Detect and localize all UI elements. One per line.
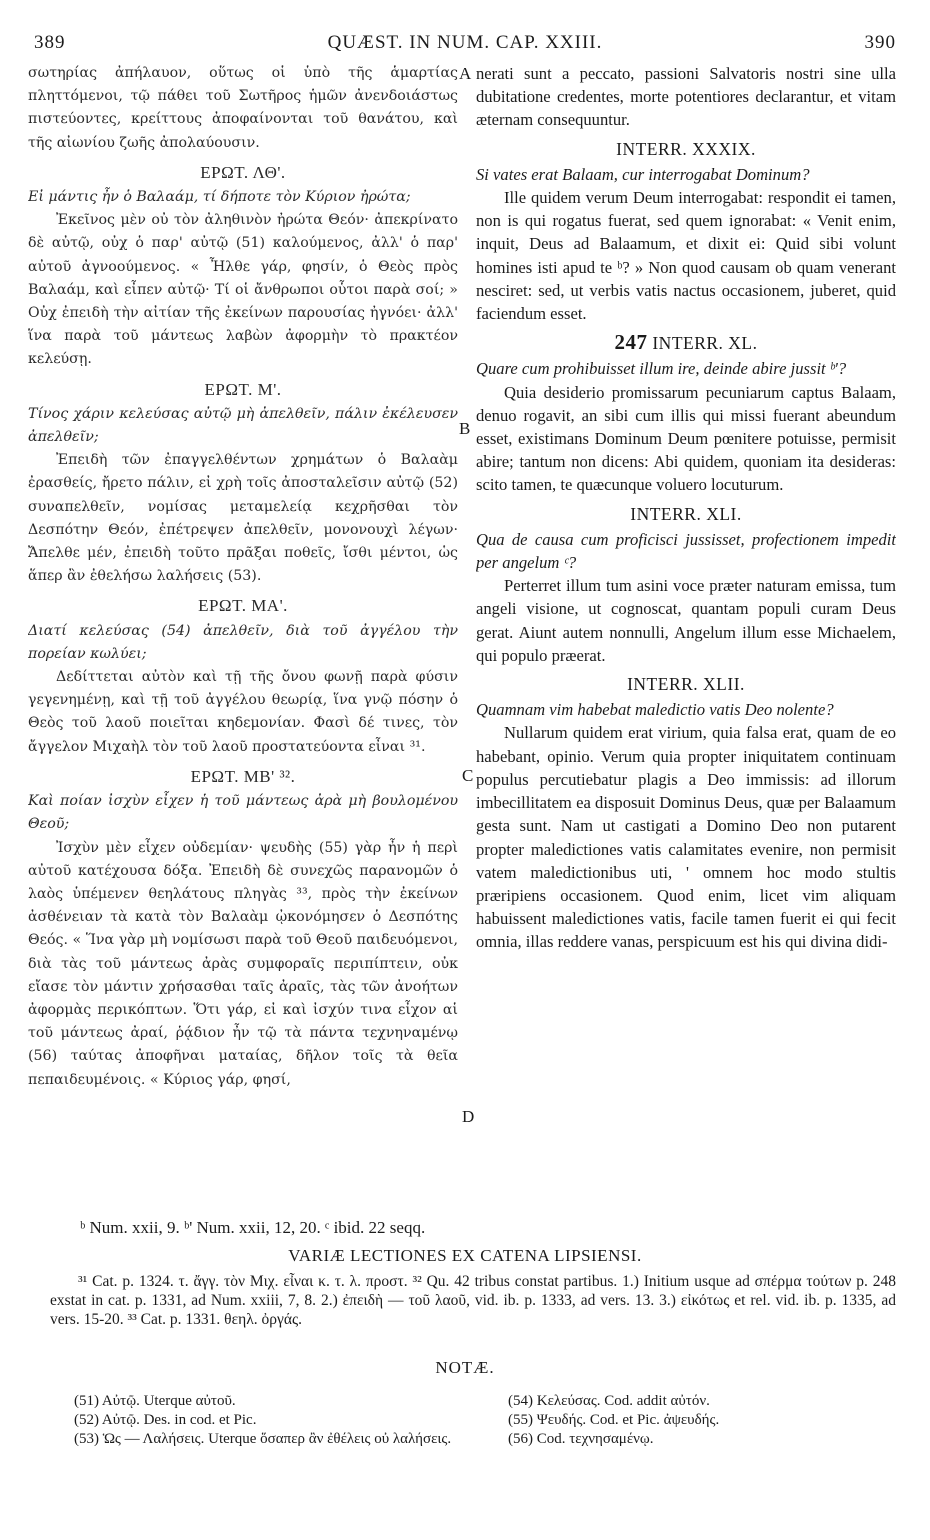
note-52: (52) Αὐτῷ. Des. in cod. et Pic. <box>74 1412 257 1428</box>
latin-question-41: Qua de causa cum proficisci jussisset, profectionem impedit per angelum ᶜ? <box>476 529 896 573</box>
greek-question-41: Διατί κελεύσας (54) ἀπελθεῖν, διὰ τοῦ ἀγγέλου τὴν πορείαν κωλύει; <box>28 622 458 662</box>
latin-column <box>476 62 896 954</box>
note-55: (55) Ψευδής. Cod. et Pic. ἀψευδής. <box>508 1412 720 1428</box>
greek-answer-40: Ἐπειδὴ τῶν ἐπαγγελθέντων χρημάτων ὁ Βαλαὰμ ἐρασθείς, ἤρετο πάλιν, εἰ χρὴ τοῖς ἀποσταλεῖσιν αὐτῷ (52) συναπελθεῖν, νομίσας μεταμελείᾳ κεχρῆσθαι τὸν Δεσπότην Θεόν, ἐπέτρεψεν ἀπελθεῖν, μονονουχὶ λέγων· Ἄπελθε μέν, ἐπειδὴ τοῦτο πρᾶξαι ποθεῖς, ἴσθι μέντοι, ὡς ἅπερ ἂν ἐθελήσω λαλήσεις (53). <box>28 452 458 585</box>
column-number: 247 <box>614 330 648 355</box>
latin-answer-42: Nullarum quidem erat virium, quia falsa erat, quam de eo habebant, opinio. Verum quia propter iniquitatem continuam populus percutiebatur plagis a Deo immissis: ad illorum imbecillitatem ea disposuit Dominus Deus, quæ per Balaamum gesta sunt. Nam ut castigati a Domino Deo non putarent propter maledictiones vatis calamitates evenire, non permisit vatem maledictionibus uti, ' omnem hoc modo stultis præripiens occasionem. Quod enim, licet vim aliquam habuissent maledictiones vatis, facile tamen fuerit ei qui fecit omnia, illas reddere vanas, perspicuum est his qui divina didi- <box>476 723 896 952</box>
latin-answer-40: Quia desiderio promissarum pecuniarum captus Balaam, denuo rogavit, an sibi cum illis qui missi fuerant abeundum esset, existimans Dominum Deum pœnitere potuisse, permisit abire; tantum non dicens: Abi quidem, quoniam ita desideras: scito tamen, te quæcunque voluero locuturum. <box>476 382 896 495</box>
latin-heading-41: INTERR. XLI. <box>630 503 742 524</box>
latin-heading-42: INTERR. XLII. <box>627 674 745 695</box>
latin-answer-41: Perterret illum tum asini voce præter naturam emissa, tum angeli visione, ut cognoscat, quantam populi curam Deus gerat. Aiunt autem nonnulli, Angelum illum esse Michaelem, qui populo præerat. <box>476 576 896 665</box>
latin-heading-40 <box>476 331 896 355</box>
note-51: (51) Αὐτῷ. Uterque αὐτοῦ. <box>74 1393 236 1409</box>
page-number-right: 390 <box>864 32 896 53</box>
notes-left-column <box>74 1392 474 1449</box>
greek-question-39: Εἰ μάντις ἦν ὁ Βαλαάμ, τί δήποτε τὸν Κύριον ἠρώτα; <box>28 189 411 206</box>
note-56: (56) Cod. τεχνησαμένῳ. <box>508 1431 654 1447</box>
latin-answer-39: Ille quidem verum Deum interrogabat: respondit ei tamen, non is qui rogatus fuerat, sed quem ignorabat: « Venit enim, inquit, Deus ad Balaamum, et dixit ei: Quid sibi volunt homines isti apud te ᵇ? » Non quod causam ob quam venerant nesciret: sed, ut verbis vatis nactus occasionem, juberet, quid faciendum esset. <box>476 188 896 324</box>
latin-question-42: Quamnam vim habebat maledictio vatis Deo nolente? <box>476 700 834 720</box>
greek-heading-42: ΕΡΩΤ. ΜΒ' ³². <box>190 766 296 786</box>
latin-question-40: Quare cum prohibuisset illum ire, deinde abire jussit ᵇ'? <box>476 359 847 379</box>
margin-marker-c: C <box>462 766 474 785</box>
margin-marker-b: B <box>459 419 471 438</box>
notes-right-column <box>508 1392 888 1449</box>
margin-marker-d: D <box>462 1107 475 1126</box>
greek-question-42: Καὶ ποίαν ἰσχὺν εἶχεν ἡ τοῦ μάντεως ἀρὰ μὴ βουλομένου Θεοῦ; <box>28 793 458 833</box>
variae-lectiones-text: ³¹ Cat. p. 1324. τ. ἄγγ. τὸν Μιχ. εἶναι κ. τ. λ. προστ. ³² Qu. 42 tribus constat partibus. 1.) Initium usque ad σπέρμα τούτων p. 248 exstat in cat. p. 1331, ad Num. xxiii, 7, 8. 2.) ἐπειδὴ — τοῦ λαοῦ, vid. ib. p. 1333, ad vers. 13. 3.) εἰκότως et rel. vid. ib. p. 1335, ad vers. 15-20. ³³ Cat. p. 1331. θεηλ. ὀργάς. <box>50 1273 896 1328</box>
greek-answer-42: Ἰσχὺν μὲν εἶχεν οὐδεμίαν· ψευδὴς (55) γὰρ ἦν ἡ περὶ αὐτοῦ κατέχουσα δόξα. Ἐπειδὴ δὲ συνεχῶς παρανομῶν ὁ λαὸς ὑπέμενεν θεηλάτους πληγὰς ³³, πρὸς τὴν ἐκείνων ἀσθένειαν τὰ κατὰ τὸν Βαλαὰμ ᾠκονόμησεν ὁ Δεσπότης Θεός. « Ἵνα γὰρ μὴ νομίσωσι παρὰ τοῦ Θεοῦ παιδευόμενοι, διὰ τὰς τοῦ μάντεως ἀρὰς συμφοραῖς περιπίπτειν, οὐκ εἴασε τὸν μάντιν χρήσασθαι ταῖς ἀραῖς, τὰς τῶν ἀνοήτων ἀφορμὰς περικόπτων. Ὅτι γάρ, εἰ καὶ ἰσχύν τινα εἶχον αἱ τοῦ μάντεως ἀραί, ῥᾴδιον ἦν τῷ τὰ πάντα τεχνηναμένῳ (56) ταύτας ἀποφῆναι ματαίας, δῆλον τοῖς τὰ θεῖα πεπαιδευμένοις. « Κύριος γάρ, φησί, <box>28 839 458 1088</box>
running-title: QUÆST. IN NUM. CAP. XXIII. <box>327 32 603 53</box>
notae-heading: NOTÆ. <box>435 1358 495 1377</box>
greek-answer-39: Ἐκεῖνος μὲν οὐ τὸν ἀληθινὸν ἠρώτα Θεόν· ἀπεκρίνατο δὲ αὐτῷ, οὐχ ὁ παρ' αὐτῷ (51) καλούμενος, ἀλλ' ὁ παρ' αὐτοῦ ἀγνοούμενος. « Ἦλθε γάρ, φησίν, ὁ Θεὸς πρὸς Βαλαάμ, καὶ εἶπεν αὐτῷ· Τί οἱ ἄνθρωποι οὗτοι παρὰ σοί; » Οὐχ ἐπειδὴ τὴν αἰτίαν τῆς ἐκείνων παρουσίας ἠγνόει· ἀλλ' ἵνα παρὰ τοῦ μάντεως λαβὼν ἀφορμὴν τὸ πρακτέον κελεύσῃ. <box>28 212 458 368</box>
greek-intro: σωτηρίας ἀπήλαυον, οὕτως οἱ ὑπὸ τῆς ἁμαρτίας πληττόμενοι, τῷ πάθει τοῦ Σωτῆρος ἡμῶν ἀνενδοιάστως πιστεύοντες, κρείττους ἀποφαίνονται τοῦ θανάτου, καὶ τῆς αἰωνίου ζωῆς ἀπολαύουσιν. <box>28 65 458 151</box>
greek-heading-40: ΕΡΩΤ. Μ'. <box>204 379 282 399</box>
latin-question-39: Si vates erat Balaam, cur interrogabat Dominum? <box>476 164 810 184</box>
margin-marker-a: A <box>459 64 472 83</box>
scripture-references: ᵇ Num. xxii, 9. ᵇ' Num. xxii, 12, 20. ᶜ ibid. 22 seqq. <box>80 1218 426 1237</box>
latin-intro: nerati sunt a peccato, passioni Salvatoris nostri sine ulla dubitatione credentes, morte potentiores declarantur, et vitam æternam consequuntur. <box>476 64 896 130</box>
page-number-left: 389 <box>34 32 66 53</box>
latin-heading-40-text: INTERR. XL. <box>652 333 758 354</box>
greek-answer-41: Δεδίττεται αὐτὸν καὶ τῇ τῆς ὄνου φωνῇ παρὰ φύσιν γεγενημένῃ, καὶ τῇ τοῦ ἀγγέλου θεωρίᾳ, ἵνα γνῷ πόσην ὁ Θεὸς τοῦ λαοῦ ποιεῖται κηδεμονίαν. Φασὶ δέ τινες, τὸν ἄγγελον Μιχαὴλ τὸν τοῦ λαοῦ προστατεύοντα εἶναι ³¹. <box>28 669 458 755</box>
greek-heading-39: ΕΡΩΤ. ΛΘ'. <box>200 162 286 182</box>
latin-heading-39: INTERR. XXXIX. <box>616 138 756 159</box>
variae-lectiones-heading: VARIÆ LECTIONES EX CATENA LIPSIENSI. <box>288 1246 642 1265</box>
greek-question-40: Τίνος χάριν κελεύσας αὐτῷ μὴ ἀπελθεῖν, πάλιν ἐκέλευσεν ἀπελθεῖν; <box>28 405 458 446</box>
note-54: (54) Κελεύσας. Cod. addit αὐτόν. <box>508 1393 710 1409</box>
note-53: (53) Ὡς — Λαλήσεις. Uterque ὅσαπερ ἂν ἐθέλεις οὐ λαλήσεις. <box>74 1431 452 1447</box>
running-header <box>34 32 896 58</box>
greek-heading-41: ΕΡΩΤ. ΜΑ'. <box>198 596 288 616</box>
greek-column <box>28 62 458 1092</box>
